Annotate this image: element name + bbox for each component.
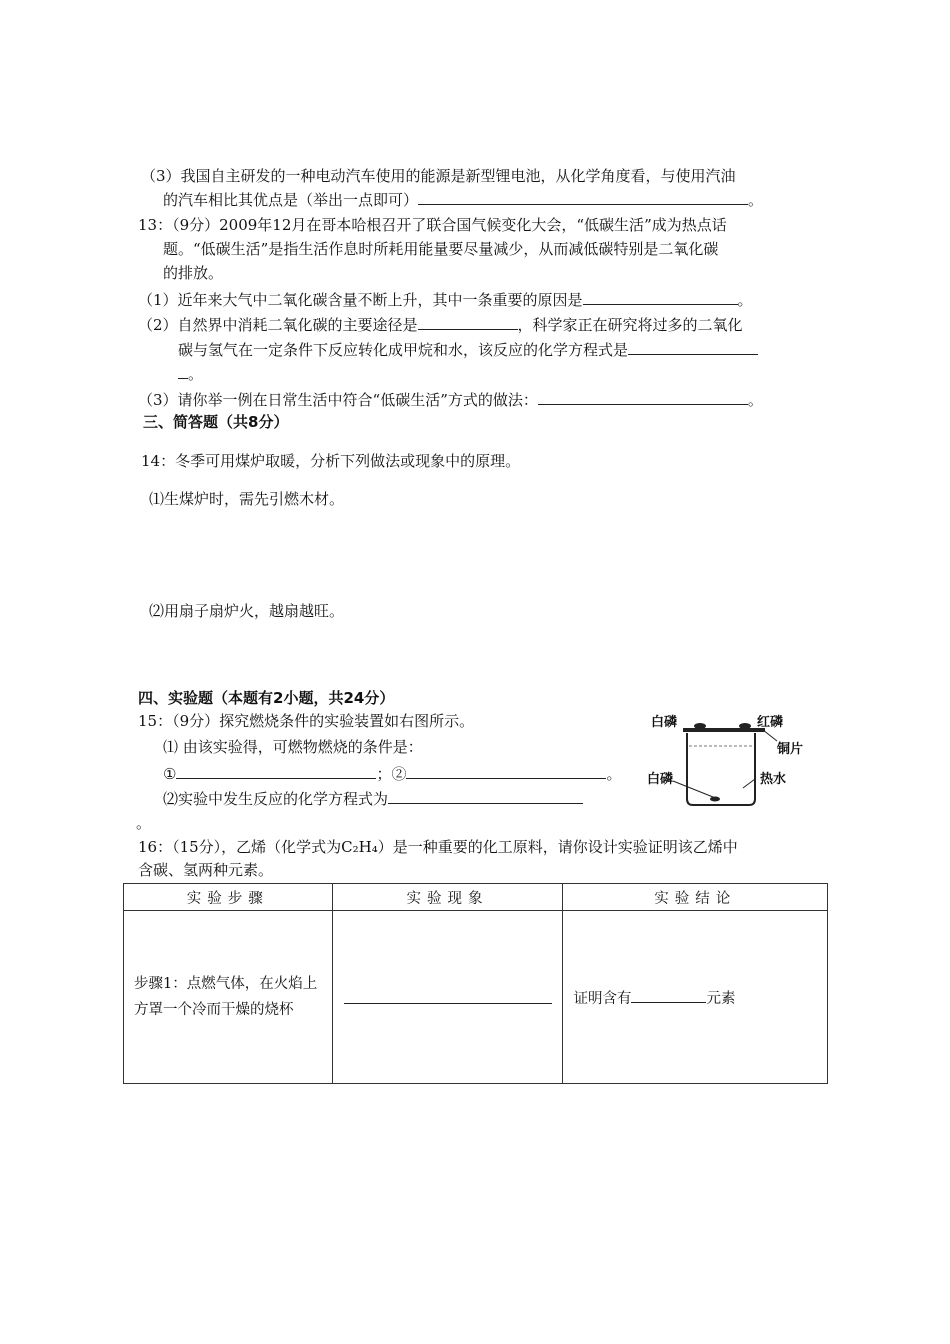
label-white-phosphorus-bottom: 白磷 [647,772,674,787]
q14-part2: ⑵用扇子扇炉火，越扇越旺。 [149,602,345,620]
header-step: 实验步骤 [124,884,333,911]
label-hot-water: 热水 [760,772,787,787]
label-white-phosphorus-top: 白磷 [651,715,678,730]
phenomenon-blank[interactable] [344,987,552,1004]
q15-part1: ⑴ 由该实验得，可燃物燃烧的条件是： [163,738,423,756]
phenomenon-cell [332,911,563,1084]
q13-part1-period: 。 [737,291,753,309]
q14-part1: ⑴生煤炉时，需先引燃木材。 [149,490,345,508]
conclusion-prefix: 证明含有 [573,991,632,1007]
q13-part2-blank-b[interactable] [628,338,758,355]
q13-part2-text-b: ，科学家正在研究将过多的二氧化 [517,316,743,334]
q15-text: 15：（9分）探究燃烧条件的实验装置如右图所示。 [138,712,475,730]
copper-leader [763,730,777,741]
q13-part1-blank[interactable] [583,288,738,305]
q15-blank-2[interactable] [406,762,606,779]
header-phenomenon: 实验现象 [332,884,563,911]
water-leader [743,779,755,788]
q13-intro-line2: 题。“低碳生活”是指生活作息时所耗用能量要尽量减少，从而减低碳特别是二氧化碳 [163,240,719,258]
q13-part2-text-a: （2）自然界中消耗二氧化碳的主要途径是 [138,316,418,334]
q13-part2 [138,313,743,336]
q12-part3-text: 的汽车相比其优点是（举出一点即可） [163,191,419,209]
q15-equation-blank[interactable] [388,787,583,804]
label-copper-sheet: 铜片 [777,742,804,757]
q16-line1: 16：（15分），乙烯（化学式为C₂H₄）是一种重要的化工原料，请你设计实验证明该乙烯中 [138,838,738,856]
label-red-phosphorus: 红磷 [757,715,784,730]
conclusion-suffix: 元素 [706,991,736,1007]
conclusion-cell [563,911,828,1084]
q12-part3-line2 [163,188,763,211]
q13-part2-blank-a[interactable] [418,313,518,330]
q13-intro-line1: 13：（9分）2009年12月在哥本哈根召开了联合国气候变化大会，“低碳生活”成为热点话 [138,216,727,234]
q13-part1-text: （1）近年来大气中二氧化碳含量不断上升，其中一条重要的原因是 [138,291,583,309]
table-row [124,911,828,1084]
q13-part2-line2 [178,338,758,361]
q15-mark-2: ；② [376,765,407,783]
q15-mark-1: ① [163,765,177,783]
q12-part3-line1: （3）我国自主研发的一种电动汽车使用的能源是新型锂电池，从化学角度看，与使用汽油 [141,167,736,185]
q14-text: 14：冬季可用煤炉取暖，分析下列做法或现象中的原理。 [141,452,521,470]
bottom-phosphorus-leader [673,781,713,797]
q13-part3-text: （3）请你举一例在日常生活中符合“低碳生活”方式的做法： [138,391,538,409]
element-blank[interactable] [631,986,706,1003]
q13-part3-period: 。 [747,391,763,409]
q16-line2: 含碳、氢两种元素。 [138,861,274,879]
q15-part1-period: 。 [606,765,622,783]
section3-heading: 三、简答题（共8分） [143,413,289,431]
q15-part2-period: 。 [136,814,152,832]
q13-part2-period: 。 [188,365,204,383]
header-conclusion: 实验结论 [563,884,828,911]
red-phosphorus-lump [739,723,751,729]
section4-heading: 四、实验题（本题有2小题，共24分） [138,689,395,707]
q15-part1-answers [163,762,621,785]
combustion-apparatus-figure [645,713,815,813]
copper-sheet [683,728,765,732]
table-header-row [124,884,828,911]
experiment-table [123,883,828,1084]
q13-part2-line3 [178,362,203,385]
q12-answer-blank[interactable] [418,188,748,205]
white-phosphorus-bottom-lump [710,797,720,802]
q13-intro-line3: 的排放。 [163,264,224,282]
q12-period: 。 [748,191,764,209]
q13-part3-blank[interactable] [538,388,748,405]
q13-part2-text-line2: 碳与氢气在一定条件下反应转化成甲烷和水，该反应的化学方程式是 [178,341,629,359]
q13-part1 [138,288,753,311]
q15-part2-text: ⑵实验中发生反应的化学方程式为 [163,790,389,808]
beaker [687,733,755,805]
white-phosphorus-top-lump [694,723,706,729]
q15-part2 [163,787,583,810]
step-1-cell: 步骤1：点燃气体，在火焰上方罩一个冷而干燥的烧杯 [124,911,333,1084]
q13-part2-blank-c[interactable] [178,362,188,379]
q15-blank-1[interactable] [176,762,376,779]
q13-part3 [138,388,763,411]
